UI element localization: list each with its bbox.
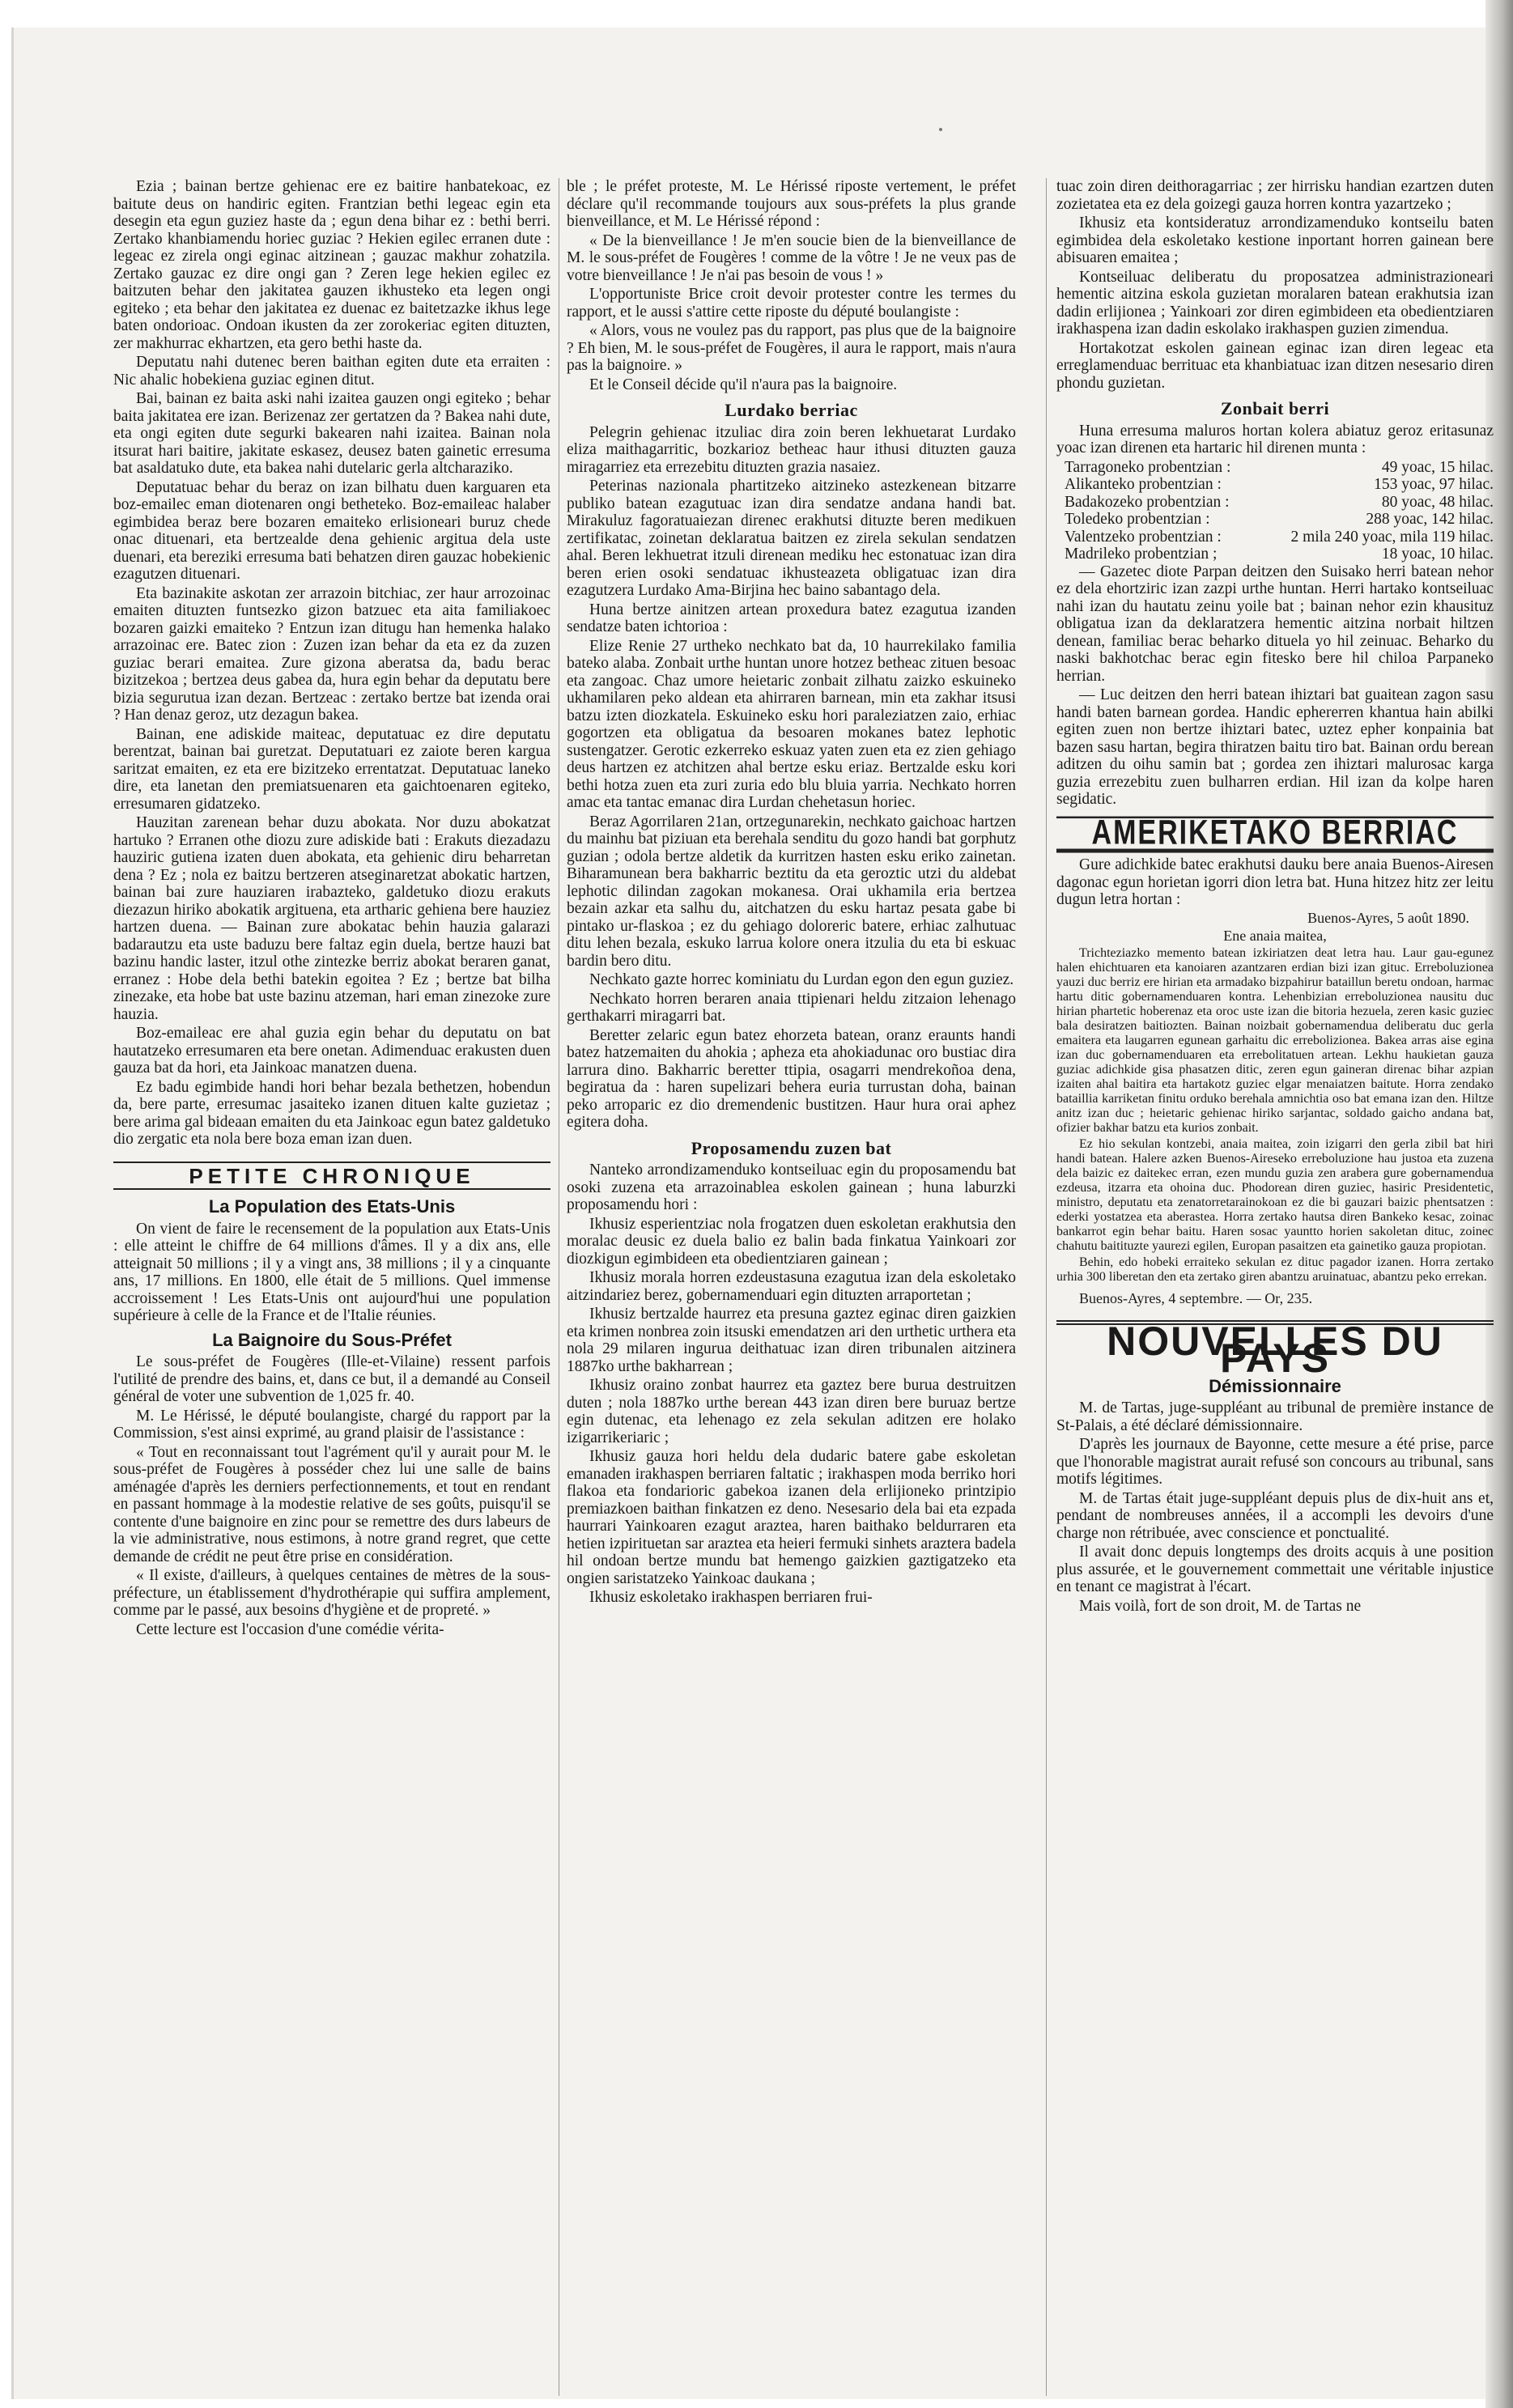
article-paragraph: Mais voilà, fort de son droit, M. de Tartas ne — [1079, 1597, 1362, 1615]
column-middle — [567, 178, 1016, 2396]
article-paragraph: Hortakotzat eskolen gainean eginac izan diren legeac eta erreglamenduac berrituac eta khanbiatuac izan ditzen nesesario diren phondu guzietan. — [1056, 339, 1494, 392]
stat-value: 2 mila 240 yoac, mila 119 hilac. — [1290, 528, 1494, 546]
letter-paragraph: Behin, edo hobeki erraiteko sekulan ez dituc pagador izanen. Horra zertako urhia 300 liberetan den eta zertako giren abantzu aruinatuac, abantzu peko errekan. — [1056, 1255, 1494, 1284]
stat-label: Madrileko probentzian ; — [1065, 546, 1218, 563]
stat-label: Toledeko probentzian : — [1065, 511, 1210, 528]
article-paragraph: Ezia ; bainan bertze gehienac ere ez baitire hanbatekoac, ez baitute deus on handiric egiten. Frantzian bethi legeac egin eta desegin eta egun guziez haste da ; egun dena bihar ez : bethi berri. Zertako khanbiamendu horiec guziac ? Hekien egilec erranen dute : legeac ez zirela ongi eginac aitzinean ; gauzac makhur zohatzila. Zertako gauzac ez dire ongi gan ? Zeren lege hekien egilec ez baitzuten behar den jakitatea gauzen ikhusteko eta legen ongi egiteko ; eta behar den jakitatea ez duenac ez baitetzazke ikhus lege baten ondorioac. Ondoan ikusten da zer zorokeriac egiten dituzten, zer makhurrac ekhartzen, eta gero bethi haste da. — [113, 178, 550, 352]
article-paragraph: Kontseiluac deliberatu du proposatzea administrazioneari hementic aitzina eskola guzietan moralaren batean erakhutsia izan dadin erlijionea ; Yainkoari zor diren egimbideen eta obedientziaren irakhaspena izan dadin eskolako irakhaspen guzien zimendua. — [1056, 268, 1494, 338]
article-paragraph: Ikhusiz oraino zonbat haurrez eta gaztez bere burua destruitzen duten ; nola 1887ko urthe berean 443 izan diren bere buruaz bertze egin dutenac, eta lehenago ez zela sekulan aditzen ere holako izigarrikeriaric ; — [567, 1377, 1016, 1446]
article-paragraph: M. de Tartas était juge-suppléant depuis plus de dix-huit ans et, pendant de nombreuses années, il a accompli les devoirs d'une charge non rétribuée, avec conscience et ponctualité. — [1056, 1489, 1494, 1542]
letter-paragraph: Ez hio sekulan kontzebi, anaia maitea, zoin izigarri den gerla zibil bat hiri handi batean. Halere azken Buenos-Aireseko erreboluzione hau justoa eta zuzena dela baizic ez daitekec erran, ezen mundu guzia zen arabera gure gobernamendua ezdeusa, itzarra eta ohoina duc. Phodorean diren guziec, hasiric Presidentetic, ministro, deputatu eta zenatorretarainokoan ez die bi gauzari baizic phentsatzen : ederki yostatzea eta aberastea. Horra zertako hautsa diren Bankeko kesac, zoinac bankarrot egin behar baitu. Haren sosac yauntto horien sakoletan dituc, zoinec chahutu baitituzte yaurezi egilen, Europan pasaitzen eta gainetiko gauza propiotan. — [1056, 1136, 1494, 1253]
article-paragraph: Bainan, ene adiskide maiteac, deputatuac ez dire deputatu berentzat, bainan bai guretzat. Deputatuari ez zaiote beren kargua saritzat emaiten, ez eta ere bizitzeko errentatzat. Deputatuac laneko dire, eta lanetan den premiatsuenaren eta gaichtoenaren egiteko, erresumaren gidatzeko. — [113, 725, 550, 813]
article-paragraph: ble ; le préfet proteste, M. Le Hérissé riposte vertement, le préfet déclare qu'il recommande toujours aux sous-préfets la plus grande bienveillance, et M. Le Hérissé répond : — [567, 178, 1016, 230]
article-paragraph: Bai, bainan ez baita aski nahi izaitea gauzen ongi egiteko ; behar baita jakitatea ere izan. Berizenaz zer gertatzen da ? Bakea nahi dute, eta ongi egiten dute segurki bakearen nahi izaitea. Bainan nola itsurat hari baitire, jakitate eskasez, deusez baten gainetic erresuma bat asaldatuko dute, eta bakea nahi dutelaric gerla altcharaziko. — [113, 390, 550, 477]
article-paragraph: Ez badu egimbide handi hori behar bezala bethetzen, hobendun da, bere parte, erresumac jasaiteko izanen dituen kalte guzietaz ; bere arima gal bideaan emaiten du eta Jainkoac egun batez galdetuko dio zergatic eta nola bere boza eman izan duen. — [113, 1078, 550, 1148]
article-paragraph: Peterinas nazionala phartitzeko aitzineko astezkenean bitzarre publiko batean ezagutuac izan dira sendatze andana handi bat. Mirakuluz fagoratuaiezan direnec erakhutsi dituzte beren medikuen zertifikatac, zoinetan deklaratua baitzen ez zirela sekulan sendatzen ahal. Beren lekhuetrat itzuli direnean mediku hec estonatuac izan dira beren erien osoki sendatuac ikhusteazeta obligatuac izan dira ezagutzera Lurdako Ama-Birjina hec baino sabantago dela. — [567, 478, 1016, 599]
stat-row — [1056, 494, 1494, 512]
article-paragraph: Il avait donc depuis longtemps des droits acquis à une position plus assurée, et le gouvernement commettait une véritable injustice en tenant ce magistrat à l'écart. — [1056, 1544, 1494, 1595]
stat-row — [1056, 476, 1494, 494]
article-paragraph: On vient de faire le recensement de la population aux Etats-Unis : elle atteint le chiffre de 64 millions d'âmes. Il y a dix ans, elle atteignait 50 millions ; il y a vingt ans, 38 millions ; il y a cinquante ans, 17 millions. En 1800, elle était de 5 millions. Quel immense accroissement ! Les Etats-Unis ont aujourd'hui une population supérieure à celle de la France et de l'Italie réunies. — [113, 1220, 550, 1324]
letter-salutation: Ene anaia maitea, — [1223, 927, 1327, 944]
article-paragraph: Nechkato horren beraren anaia ttipienari heldu zitzaion lehenago gerthakarri miragarri bat. — [567, 990, 1016, 1025]
article-paragraph: « Il existe, d'ailleurs, à quelques centaines de mètres de la sous-préfecture, un établissement d'hydrothérapie qui suffira amplement, comme par le passé, aux besoins d'hygiène et de propreté. » — [113, 1567, 550, 1619]
article-title-population: La Population des Etats-Unis — [208, 1196, 456, 1217]
article-paragraph: Elize Renie 27 urtheko nechkato bat da, 10 haurrekilako familia bateko alaba. Zonbait urthe huntan unore hotzez betheac zituen besoac eta zangoac. Chaz umore heietaric zonbait zilhatu zaizko eskuineko ukhamilaren peko aldean eta ahirraren barnean, min eta zakhar itsusi batzu izten diozkatela. Eskuineko esku hori paraleziatzen zaio, erhiac gogortzen eta obligatua da besoaren mokanes batez lephotic sustengatzer. Gerotic ezkerreko eskuaz yaten zuen eta ez zien gehiago deus hartzen ez atchitzen ahal bertze esku eriaz. Bertzalde esku kori bethi hotza zuen eta zuri zuria edo blu bluia yarria. Nechkato horren amac eta tantac emanac dira Lurdan chehetasun horiec. — [567, 637, 1016, 811]
article-title-lurdako: Lurdako berriac — [725, 400, 858, 420]
article-title-demissionnaire: Démissionnaire — [1209, 1375, 1341, 1396]
letter-signoff: Buenos-Ayres, 4 septembre. — Or, 235. — [1079, 1289, 1313, 1306]
stat-value: 153 yoac, 97 hilac. — [1374, 476, 1494, 493]
article-paragraph: — Gazetec diote Parpan deitzen den Suisako herri batean nehor ez dela ehortziric izan zazpi urthe huntan. Herri hartako kontseiluac nahi izan du hautatu zeinu yoile bat ; bainan nehor ezin khausituz obligatua izan da deklaratzera hementic aitzina norbait hiltzen denean, familiac berac beharko dituela yo hil zeinuac. Beharko du naski bakhotchac berac egin fitesko bere hil chiloa Parpaneko herrian. — [1056, 563, 1494, 685]
article-paragraph: Hauzitan zarenean behar duzu abokata. Nor duzu abokatzat hartuko ? Erranen othe diozu zure adiskide bati : Erakuts diezadazu hauziric gutiena izaten duen abokata, eta gehienic diru beharretan dena ? Ez ; nola ez baitzu bertzeren atseginaretzat abokatic hartzen, bainan bai zure hauziaren irabazteko, galdetuko diozu erakuts diezazun hiriko abokatik argituena, eta artharic gehiena bere hauziez hartzen duena. — Bainan zure abokatac behin hauzia galarazi badarautzu eta uste baduzu bere faltaz egin duela, bertze hauzi bat bazinu handic laster, itzul othe zintezke berriz abokat beraren ganat, erranez : Hobe dela bethi batekin egoitea ? Ez ; bertze bat bilha zinezake, eta hobe bat uste bazinu atzeman, hari eman zinezoke zure hauzia. — [113, 814, 550, 1023]
article-paragraph: Deputatuac behar du beraz on izan bilhatu duen karguaren eta boz-emailec eman diotenaren ongi betheteko. Boz-emaileac halaber egimbidea beraz bere bozaren emaiteko erlisioneari buruz chede onac dituenari, eta bertzealde dena gehienic argitua dela uste duenari, eta bereziki erresuma bati behatzen diren gauzac hobekienic ezagutzen dituenari. — [113, 478, 550, 583]
article-paragraph: « Alors, vous ne voulez pas du rapport, pas plus que de la baignoire ? Eh bien, M. le sous-préfet de Fougères, il aura le rapport, mais n'aura pas la baignoire. » — [567, 322, 1016, 374]
stat-label: Alikanteko probentzian : — [1065, 476, 1222, 493]
article-paragraph: Ikhusiz eta kontsideratuz arrondizamenduko kontseilu baten egimbidea dela eskoletako kestione inportant horren gainean bere abisuaren emaitea ; — [1056, 214, 1494, 266]
stat-row — [1056, 546, 1494, 563]
article-paragraph: L'opportuniste Brice croit devoir protester contre les termes du rapport, et le aussi s'attire cette riposte du député boulangiste : — [567, 286, 1016, 321]
stat-row — [1056, 459, 1494, 477]
article-paragraph: Ikhusiz bertzalde haurrez eta presuna gaztez eginac diren gaizkien eta krimen nonbrea zoin itsuski emendatzen ari den urthetic urthera eta nola 29 milaren ingurua deithatuac izan diren tribunalen aitzinera 1887ko urthe bakharrean ; — [567, 1306, 1016, 1375]
article-paragraph: Huna bertze ainitzen artean proxedura batez ezagutua izanden sendatze baten ichtorioa : — [567, 601, 1016, 635]
letter-dateline: Buenos-Ayres, 5 août 1890. — [1307, 909, 1469, 926]
article-paragraph: Et le Conseil décide qu'il n'aura pas la baignoire. — [589, 376, 898, 393]
section-heading-ameriketako: AMERIKETAKO BERRIAC — [1056, 816, 1494, 852]
article-paragraph: tuac zoin diren deithoragarriac ; zer hirrisku handian ezartzen duten zozietatea eta ez dela goizegi gauza horren kontra yazartzeko ; — [1056, 178, 1494, 213]
article-paragraph: Ikhusiz gauza hori heldu dela dudaric batere gabe eskoletan emanaden irakhaspen berriaren faltatic ; irakhaspen moda berriko hori flakoa eta fondarioric gabekoa izanen dela erlijioneko printzipio premiazkoen baithan finkatzen ez deno. Nesesario dela bai eta ezpada haurrari Yainkoaren ezagut araztea, haren baithako beldurraren eta hetien izpirituetan sar araztea eta heieri fermuki sinhets araztera badela hil ondoan bertze mundu bat hemengo gaizkien gaztigatzeko eta ongien saristatzeko Yainkoac daukana ; — [567, 1448, 1016, 1587]
stat-value: 80 yoac, 48 hilac. — [1381, 493, 1494, 511]
article-paragraph: « De la bienveillance ! Je m'en soucie bien de la bienveillance de M. le sous-préfet de Fougères ! comme de la vôtre ! Je ne veux pas de votre bienveillance ! Je n'ai pas besoin de vous ! » — [567, 231, 1016, 284]
stat-row — [1056, 529, 1494, 546]
article-paragraph: Nanteko arrondizamenduko kontseiluac egin du proposamendu bat osoki zuzena eta arrazoinablea eskolen gainean ; huna laburzki proposamendu hori : — [567, 1162, 1016, 1213]
letter-paragraph: Trichteziazko memento batean izkiriatzen deat letra hau. Laur gau-egunez halen ehichtuaren eta kanoiaren azantzaren erdian bizi izan gituc. Erreboluzionea yauzi duc berriz ere hirian eta armadako bizpahirur bataillun beretu ondoan, harmac hartu ditic gobernamenduaren kontra. Lehenbizian erreboluzionea nausitu duc hirian phartetic hoberenaz eta oroc uste izan die bitoria hezuela, zeren kasic guziec bala desiratzen baitiozten. Bainan noizbait gobernamendua deliberatu duc gerla emaitera eta laugarren egunean garhaitu dic errebolizionea. Bakea arras aise egina izan duc gobernamenduaren eta errebolitatuen artean. Lekhu haukietan gauza guziac adichkide gisa phasatzen ditic, zeren egun gaineran direnac bihar azpian izaiten ahal baitira eta hartakotz guziec elgar menaiatzen baitute. Horra zendako bataillia karriketan finitu orduko berehala amnichtia oso bat emana izan den. Hiltze anitz izan duc ; heietaric gehienac hiriko sarjantac, soldado gaicho andana bat, ofizier bakhar batzu eta kurios zonbait. — [1056, 945, 1494, 1135]
article-paragraph: Huna erresuma maluros hortan kolera abiatuz geroz eritasunaz yoac izan direnen eta hartaric hil direnen munta : — [1056, 422, 1494, 457]
article-paragraph: Gure adichkide batec erakhutsi dauku bere anaia Buenos-Airesen dagonac egun horietan igorri dion letra bat. Huna hitzez hitz zer leitu dugun letra hortan : — [1056, 856, 1494, 908]
section-heading-chronique: PETITE CHRONIQUE — [113, 1162, 550, 1191]
stat-label: Badakozeko probentzian : — [1065, 493, 1230, 511]
column-rule-right — [1046, 178, 1047, 2396]
article-paragraph: Pelegrin gehienac itzuliac dira zoin beren lekhuetarat Lurdako eliza maithagarritic, bozkarioz betheac haur ithusi dituzten gauza miragarriez eta errezebitu dituzten grazia nasaiez. — [567, 423, 1016, 476]
article-paragraph: Boz-emaileac ere ahal guzia egin behar du deputatu on bat hautatzeko erresumaren eta bere onetan. Adimenduac erakusten duen gauza bat da hori, eta Jainkoac manatzen duena. — [113, 1025, 550, 1077]
article-paragraph: Eta bazinakite askotan zer arrazoin bitchiac, zer haur arrozoinac emaiten dituzten funtsezko gizon batzuec eta aita familiakoec bozaren gaizki emaiteko ? Entzun izan ditugu han hemenka halako arrazoinac ere. Batec zion : Zuzen izan behar da eta ez da zuzen guziac berari emaitea. Zure gizona aberatsa da, badu berac bizitzekoa ; bertzea deus gabea da, hura egin behar da deputatu bere bizia segurutua izan dezan. Bertzeac : zertako bertze bat izenda orai ? Han denaz geroz, utz dezagun bakea. — [113, 584, 550, 724]
stat-value: 49 yoac, 15 hilac. — [1381, 458, 1494, 476]
stat-row — [1056, 511, 1494, 529]
article-paragraph: Cette lecture est l'occasion d'une comédie vérita- — [136, 1620, 444, 1638]
article-paragraph: Ikhusiz morala horren ezdeustasuna ezagutua izan dela eskoletako aitzindariez berez, gobernamenduari egin dituzten arraportetan ; — [567, 1269, 1016, 1304]
article-paragraph: « Tout en reconnaissant tout l'agrément qu'il y aurait pour M. le sous-préfet de Fougères à posséder chez lui une salle de bains aménagée d'après les derniers perfectionnements, et tout en rendant en passant hommage à la modestie relative de ses goûts, puisqu'il se contente d'une baignoire en zinc pour se remettre des durs labeurs de la vie administrative, nous estimons, à notre grand regret, que cette demande de crédit ne peut être prise en considération. — [113, 1443, 550, 1565]
column-left — [113, 178, 550, 2396]
article-title-zonbait: Zonbait berri — [1220, 398, 1330, 418]
article-paragraph: Deputatu nahi dutenec beren baithan egiten dute eta erraiten : Nic ahalic hobekiena guziac eginen ditut. — [113, 354, 550, 389]
stat-label: Tarragoneko probentzian : — [1065, 458, 1231, 476]
section-heading-nouvelles: NOUVELLES DU PAYS — [1056, 1320, 1494, 1368]
article-paragraph: Beraz Agorrilaren 21an, ortzegunarekin, nechkato gaichoac hartzen du mainhu bat piziuan eta berehala senditu du gozo handi bat gorphutz guzian ; odola bertze aldetik da kurritzen hasten esku eriko zainetan. Biharamunean bera bakharric beztitu da eta geroztic utzi du aldebat lephotic dilindan zagokan mokanesa. Orai ukhamila eria bertzea bezain azkar eta salhu du, aitchatzen du esku hartaz pesata gabe bi pintako ur-flaskoa ; ez du gehiago doloreric batere, erhiac zalhutuac ditu lehen bezala, eskuko larrua kolore onera itzulia du eta bi eskuac bardin bero ditu. — [567, 813, 1016, 970]
article-paragraph: Beretter zelaric egun batez ehorzeta batean, oranz eraunts handi batez hatzemaiten du ahokia ; apheza eta ahokiadunac oro bustiac dira larrura dino. Bakharric beretter ttipia, osagarri mendrekoñoa dena, begiratua da : haren supelizari behera euria turrustan doha, bainan peko arroparic ez dio dremendenic bustitzen. Haur hura orai aphez egitera doha. — [567, 1026, 1016, 1131]
article-paragraph: Ikhusiz eskoletako irakhaspen berriaren frui- — [589, 1589, 873, 1606]
stat-value: 288 yoac, 142 hilac. — [1366, 511, 1494, 528]
article-paragraph: — Luc deitzen den herri batean ihiztari bat guaitean zagon sasu handi baten barnean gordea. Handic ephererren khantua hain abilki egiten zuen non bertze ihiztari batec, uztez epher konpainia bat bazen sasu hartan, begira thiratzen baitu tiro bat. Bainan ordu berean aditzen du oihu samin bat ; gordea zen ihiztari malurosac karga guzia errezebitu zuen bulharren erdian. Hil izan da kolpe haren segidatic. — [1056, 686, 1494, 808]
article-paragraph: D'après les journaux de Bayonne, cette mesure a été prise, parce que l'honorable magistrat aurait refusé son concours au tribunal, sans motifs légitimes. — [1056, 1436, 1494, 1488]
article-paragraph: M. Le Hérissé, le député boulangiste, chargé du rapport par la Commission, s'est ainsi exprimé, au grand plaisir de l'assistance : — [113, 1407, 550, 1442]
article-paragraph: Ikhusiz esperientziac nola frogatzen duen eskoletan erakhutsia den moralac deusic ez duela balio ez balin bada finkatua Yainkoari zor diozkigun egimbideen eta obedientziaren gainean ; — [567, 1215, 1016, 1268]
article-title-proposamendu: Proposamendu zuzen bat — [691, 1137, 892, 1158]
stat-value: 18 yoac, 10 hilac. — [1381, 546, 1494, 563]
column-right — [1056, 178, 1494, 2396]
article-title-baignoire: La Baignoire du Sous-Préfet — [212, 1329, 452, 1350]
article-paragraph: Nechkato gazte horrec kominiatu du Lurdan egon den egun guziez. — [589, 971, 1014, 988]
stat-label: Valentzeko probentzian : — [1065, 528, 1222, 546]
article-paragraph: M. de Tartas, juge-suppléant au tribunal de première instance de St-Palais, a été déclaré démissionnaire. — [1056, 1399, 1494, 1434]
print-speck — [939, 128, 942, 131]
article-paragraph: Le sous-préfet de Fougères (Ille-et-Vilaine) ressent parfois l'utilité de prendre des bains, et, dans ce but, il a demandé au Conseil général de voter une subvention de 1,025 fr. 40. — [113, 1353, 550, 1405]
